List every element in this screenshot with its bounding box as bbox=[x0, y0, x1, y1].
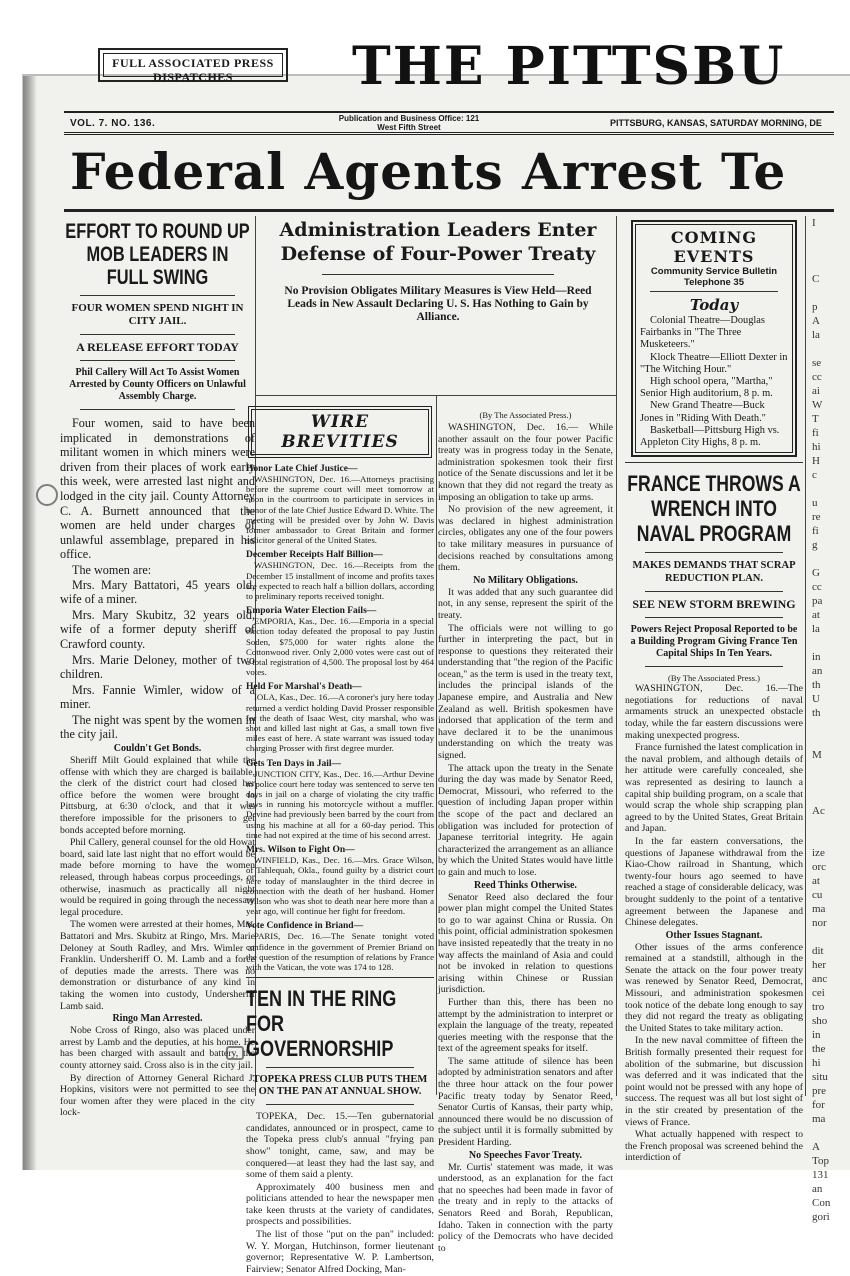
france-deck: MAKES DEMANDS THAT SCRAP REDUCTION PLAN. bbox=[632, 560, 796, 585]
cutoff-line: U bbox=[812, 693, 820, 705]
cutoff-line: dit bbox=[812, 945, 824, 957]
event-item: Basketball—Pittsburg High vs. Appleton City Highs, 8 p. m. bbox=[640, 424, 780, 449]
cutoff-line: la bbox=[812, 329, 820, 341]
article-subhead: No Speeches Favor Treaty. bbox=[468, 1149, 583, 1161]
events-rule bbox=[650, 291, 778, 292]
cutoff-line: at bbox=[812, 875, 820, 887]
article-paragraph: Phil Callery, general counsel for the old Howat board, said late last night that no effort would be made before morning to have the women released, through habeas corpus proceedings, or otherwise, inasmuch as practically all night would be required in going through the necessary legal procedure. bbox=[60, 837, 255, 918]
headline-rule bbox=[80, 295, 235, 296]
cutoff-line: ize bbox=[812, 847, 825, 859]
article-paragraph: Other issues of the arms conference remained at a standstill, although in the Senate the attack on the four power treaty was renewed by Senator Reed, Democrat, Missouri, and administration spokesmen took notice of the debate long enough to say they did not regard the treaty as obligating the United States to take military action. bbox=[625, 941, 803, 1034]
wire-service-box bbox=[98, 48, 288, 82]
issue-date: PITTSBURG, KANSAS, SATURDAY MORNING, DE bbox=[610, 118, 822, 128]
cutoff-line: fi bbox=[812, 427, 819, 439]
cutoff-line: hi bbox=[812, 1057, 821, 1069]
article-paragraph: WASHINGTON, Dec. 16.— While another assault on the four power Pacific treaty was in progress today in the Senate, administration spokesmen took their first notice of the Senate discussions and let it be known that they did not regard the treaty as imposing an obligation to take up arms. bbox=[438, 422, 613, 503]
brevity-body: IOLA, Kas., Dec. 16.—A coroner's jury here today returned a verdict holding David Prosser responsible for the death of Isaac West, city marshal, who was shot and killed last night at Gas, a small town five miles east of here. A state warrant was issued today charging Prosser with first degree murder. bbox=[246, 692, 434, 754]
brevity-body: WASHINGTON, Dec. 16.—Receipts from the December 15 installment of income and profits taxes are expected to reach half a billion dollars, according to preliminary reports received tonight. bbox=[246, 560, 434, 602]
cutoff-line: gori bbox=[812, 1211, 830, 1223]
article-paragraph: Mr. Curtis' statement was made, it was understood, as an explanation for the fact that no speeches had been made in favor of the treaty and in reply to the attacks of Senators Reed and Borah, Republican, Idaho. Taken in connection with the party policy of the Democrats who have decided to bbox=[438, 1161, 613, 1254]
coming-events-title: COMING EVENTS bbox=[670, 228, 758, 266]
cutoff-column bbox=[812, 216, 842, 1224]
cutoff-line bbox=[812, 286, 842, 300]
article-byline: (By The Associated Press.) bbox=[479, 410, 572, 420]
article-paragraph: It was added that any such guarantee did not, in any sense, represent the spirit of the treaty. bbox=[438, 586, 613, 621]
cutoff-line bbox=[812, 790, 842, 804]
cutoff-line: cei bbox=[812, 987, 825, 999]
cutoff-line: ai bbox=[812, 385, 820, 397]
cutoff-line: Ac bbox=[812, 805, 825, 817]
cutoff-line: for bbox=[812, 1099, 825, 1111]
brevity-headline: Mrs. Wilson to Fight On— bbox=[246, 845, 355, 856]
brevity-body: WINFIELD, Kas., Dec. 16.—Mrs. Grace Wilson, of Tahlequah, Okla., found guilty by a district court here today of manslaughter in the third decree in connection with the death of her husband. Homer Wilson who was shot to death near here more than a year ago, will continue her fight for freedom. bbox=[246, 855, 434, 917]
cutoff-line: 131 bbox=[812, 1169, 829, 1181]
cutoff-line: th bbox=[812, 679, 821, 691]
event-item: New Grand Theatre—Buck Jones in "Riding With Death." bbox=[640, 400, 766, 424]
cutoff-line: Con bbox=[812, 1197, 831, 1209]
cutoff-line: pre bbox=[812, 1085, 827, 1097]
column-rule bbox=[616, 216, 617, 1096]
article-paragraph: Mrs. Mary Skubitz, 32 years old, wife of a former deputy sheriff of Crawford county. bbox=[60, 607, 255, 651]
article-deck: A RELEASE EFFORT TODAY bbox=[76, 340, 239, 354]
article-paragraph: By direction of Attorney General Richard J. Hopkins, visitors were not permitted to see the four women after they were placed in the city lock- bbox=[60, 1072, 255, 1119]
wire-brevities-title: WIRE BREVITIES bbox=[251, 409, 429, 455]
column-rule bbox=[805, 216, 806, 1096]
article-paragraph: Mrs. Mary Battatori, 45 years old, wife of a miner. bbox=[60, 577, 255, 607]
right-column bbox=[625, 216, 803, 1165]
cutoff-line: A bbox=[812, 315, 820, 327]
volume-number: VOL. 7. NO. 136. bbox=[70, 118, 156, 129]
treaty-article bbox=[438, 410, 613, 1255]
deck-rule bbox=[266, 1104, 414, 1105]
cutoff-line bbox=[812, 762, 842, 776]
cutoff-line bbox=[812, 482, 842, 496]
deck-rule bbox=[645, 666, 783, 667]
cutoff-line: th bbox=[812, 707, 821, 719]
brevity-body: EMPORIA, Kas., Dec. 16.—Emporia in a special election today defeated the proposal to pay Justin Soden, $75,000 for water rights alone the Cottonwood river. Only 2,000 votes were cast out of a total registration of 4,500. The proposal lost by 464 votes. bbox=[246, 616, 434, 678]
banner-headline: Federal Agents Arrest Te bbox=[70, 142, 787, 201]
article-subhead: Reed Thinks Otherwise. bbox=[474, 879, 577, 891]
france-deck: SEE NEW STORM BREWING bbox=[632, 597, 796, 612]
newspaper-title: THE PITTSBU bbox=[352, 36, 786, 97]
cutoff-line bbox=[812, 230, 842, 244]
cutoff-line bbox=[812, 832, 842, 846]
banner-rule bbox=[64, 209, 834, 213]
cutoff-line: W bbox=[812, 399, 823, 411]
article-paragraph: The officials were not willing to go further in interpreting the pact, but in response to questions they reiterated their understanding that "the region of the Pacific ocean," as the term is used in the treaty text, includes the principal islands of the Japanese empire, and Australia and New Zealand as well. British spokesmen have indorsed that application of the term and have declared it to be the unanimous understanding on which the treaty was signed. bbox=[438, 622, 613, 762]
france-headline: FRANCE THROWS A WRENCH INTO NAVAL PROGRAM bbox=[627, 471, 801, 547]
article-paragraph: The women were arrested at their homes, Mrs. Battatori and Mrs. Skubitz at Ringo, Mrs. Marie Deloney at South Radley, and Mrs. Wimler at Franklin. Undersheriff O. M. Lamb and a force of deputies made the arrests. There was no demonstration or disturbance of any kind in taking the women into custody, Undersheriff Lamb said. bbox=[60, 919, 255, 1012]
treaty-headline-block bbox=[262, 218, 614, 324]
article-paragraph: France furnished the latest complication in the naval problem, and although details of her attitude were carefully concealed, she was represented as desiring to launch a capital ship building program, on a scale that would scrap the whole ship scrapping plan agreed to by the United States, Great Britain and Japan. bbox=[625, 742, 803, 835]
article-paragraph: Senator Reed also declared the four power plan might compel the United States to go to war against China or Russia. On this point, official administration spokesmen have insisted repeatedly that the treaty in no way affects the mainland of Asia and could not be invoked in relation to questions arising within Chinese or Russian jurisdiction. bbox=[438, 891, 613, 996]
article-paragraph: Further than this, there has been no attempt by the administration to interpret or explain the language of the treaty, repeated queries meeting with the response that the text of the agreement speaks for itself. bbox=[438, 996, 613, 1055]
cutoff-line: I bbox=[812, 217, 816, 229]
cutoff-line: an bbox=[812, 665, 823, 677]
article-paragraph: What actually happened with respect to the French proposal was screened behind the interdiction of bbox=[625, 1129, 803, 1164]
cutoff-line: T bbox=[812, 413, 819, 425]
wire-brevities-box bbox=[248, 406, 432, 458]
wide-headline-rule bbox=[256, 395, 616, 396]
article-subhead: No Military Obligations. bbox=[473, 574, 578, 586]
article-paragraph: Mrs. Fannie Wimler, widow of a miner. bbox=[60, 682, 255, 712]
cutoff-line: se bbox=[812, 357, 822, 369]
wire-brevities-column bbox=[246, 402, 434, 1276]
cutoff-column-text bbox=[812, 216, 842, 1224]
cutoff-line bbox=[812, 258, 842, 272]
cutoff-line: M bbox=[812, 749, 822, 761]
today-label: Today bbox=[689, 296, 739, 314]
cutoff-line bbox=[812, 1126, 842, 1140]
brevity-body: JUNCTION CITY, Kas., Dec. 16.—Arthur Devine in police court here today was sentenced to serve ten days in jail on a charge of violating the city traffic laws in running his motorcycle without a muffler. Devine had previously been barred by the court from using his machine at all for a 60-day period. This time had not expired at the time of his second arrest. bbox=[246, 768, 434, 840]
brevity-headline: Gets Ten Days in Jail— bbox=[246, 758, 342, 769]
cutoff-line: C bbox=[812, 273, 820, 285]
cutoff-line: ma bbox=[812, 1113, 826, 1125]
article-deck: Phil Callery Will Act To Assist Women Arrested by County Officers on Unlawful Assembly Charge. bbox=[69, 367, 246, 402]
cutoff-line bbox=[812, 636, 842, 650]
article-paragraph: In the new naval committee of fifteen the British formally presented their request for abolition of the submarine, but discussion was deferred and it was indicated that the point would not be pressed with any hope of success. The request was all but lost sight of in the stir created by presentation of the views of France. bbox=[625, 1035, 803, 1128]
section-rule bbox=[625, 462, 803, 463]
cutoff-line: u bbox=[812, 497, 818, 509]
cutoff-line: orc bbox=[812, 861, 827, 873]
article-mob-leaders bbox=[60, 216, 255, 1120]
wire-box-text: FULL ASSOCIATED PRESS DISPATCHES bbox=[112, 56, 274, 84]
event-item: High school opera, "Martha," Senior High auditorium, 8 p. m. bbox=[640, 376, 773, 400]
page-content bbox=[22, 36, 850, 1275]
deck-rule bbox=[645, 617, 783, 618]
cutoff-line: anc bbox=[812, 973, 828, 985]
brevity-headline: Held For Marshal's Death— bbox=[246, 682, 362, 693]
article-paragraph: The women are: bbox=[72, 562, 152, 577]
cutoff-line: G bbox=[812, 567, 820, 579]
cutoff-line: la bbox=[812, 623, 820, 635]
cutoff-line bbox=[812, 818, 842, 832]
cutoff-line bbox=[812, 244, 842, 258]
cutoff-line: p bbox=[812, 301, 818, 313]
cutoff-line: g bbox=[812, 539, 818, 551]
deck-rule bbox=[80, 360, 235, 361]
article-paragraph: The attack upon the treaty in the Senate during the day was made by Senator Reed, Democrat, Missouri, who referred to the question of including Japan proper within the scope of the pact and declared an obligation was included for protection of Japanese territorial integrity. He again characterized the arrangement as an alliance by which the United States would have little to gain and much to lose. bbox=[438, 762, 613, 878]
deck-rule bbox=[80, 334, 235, 335]
cutoff-line: c bbox=[812, 469, 817, 481]
cutoff-line: in bbox=[812, 1029, 821, 1041]
deck-rule bbox=[645, 591, 783, 592]
brevity-headline: Emporia Water Election Fails— bbox=[246, 606, 377, 617]
cutoff-line: cc bbox=[812, 581, 822, 593]
brevity-headline: Vote Confidence in Briand— bbox=[246, 921, 364, 932]
cutoff-line: hi bbox=[812, 441, 821, 453]
cutoff-line bbox=[812, 720, 842, 734]
cutoff-line: an bbox=[812, 1183, 823, 1195]
governorship-headline: TEN IN THE RING FOR GOVERNORSHIP bbox=[246, 986, 397, 1062]
cutoff-line: situ bbox=[812, 1071, 828, 1083]
wire-brevities-list bbox=[246, 464, 434, 972]
cutoff-line: at bbox=[812, 609, 820, 621]
article-paragraph: The list of those "put on the pan" included: W. Y. Morgan, Hutchinson, former lieutenant governor; Representative W. P. Lambertson, Fairview; Senator Alfred Docking, Man- bbox=[246, 1229, 434, 1275]
cutoff-line: pa bbox=[812, 595, 823, 607]
coming-events-inner bbox=[635, 224, 793, 453]
article-deck: FOUR WOMEN SPEND NIGHT IN CITY JAIL. bbox=[71, 302, 244, 327]
france-deck: Powers Reject Proposal Reported to be a Building Program Giving France Ten Capital Ships In Ten Years. bbox=[630, 624, 798, 660]
article-paragraph: Nobe Cross of Ringo, also was placed under arrest by Lamb and the deputies, at his home. He has been charged with assault and battery, the county attorney said. Cross also is in the city jail. bbox=[60, 1025, 255, 1071]
article-headline: EFFORT TO ROUND UP MOB LEADERS IN FULL SWING bbox=[65, 220, 250, 289]
cutoff-line bbox=[812, 734, 842, 748]
cutoff-line: ma bbox=[812, 903, 826, 915]
cutoff-line: in bbox=[812, 651, 821, 663]
cutoff-line bbox=[812, 930, 842, 944]
headline-rule bbox=[266, 1067, 414, 1068]
article-paragraph: Four women, said to have been implicated in demonstrations of militant women in which miners were driven from their places of work early this week, were arrested last night and lodged in the city jail. County Attorney C. A. Burnett announced that the women are held under charges of unlawful assemblage, prepared in his office. bbox=[60, 416, 255, 562]
brevity-headline: December Receipts Half Billion— bbox=[246, 550, 383, 561]
cutoff-line bbox=[812, 552, 842, 566]
ink-blot bbox=[36, 484, 58, 506]
headline-rule bbox=[322, 274, 554, 275]
section-rule bbox=[246, 977, 434, 978]
cutoff-line: nor bbox=[812, 917, 827, 929]
cutoff-line bbox=[812, 776, 842, 790]
cutoff-line: H bbox=[812, 455, 820, 467]
ink-blot bbox=[226, 1046, 244, 1060]
event-item: Colonial Theatre—Douglas Fairbanks in "The Three Musketeers." bbox=[640, 315, 765, 351]
article-paragraph: In the far eastern conversations, the questions of Japanese withdrawal from the Kiao-Chow railroad in Shantung, which twenty-four hours ago seemed to have reached a stage of considerable delicacy, was brought suddenly to the point of a tentative agreement between the Japanese and Chinese delegates. bbox=[625, 835, 803, 929]
article-paragraph: No provision of the new agreement, it was declared in highest administration circles, obligates any one of the four powers to take military measures in pursuance of decisions reached by consultations among them. bbox=[438, 504, 613, 574]
headline-rule bbox=[645, 552, 783, 553]
article-subhead: Ringo Man Arrested. bbox=[112, 1013, 203, 1025]
article-paragraph: Sheriff Milt Gould explained that while the offense with which they are charged is bailable, the clerk of the district court had closed her office before the women were brought to Pittsburg, at 6:30 o'clock, and that it was therefore impossible for the prisoners to get bonds accepted before morning. bbox=[60, 755, 255, 836]
dateline-bar bbox=[64, 111, 834, 135]
cutoff-line: tro bbox=[812, 1001, 825, 1013]
brevity-body: PARIS, Dec. 16.—The Senate tonight voted confidence in the government of Premier Briand on the question of the resumption of relations by France with the Vatican, the vote was 174 to 128. bbox=[246, 931, 434, 972]
coming-events-subtitle: Community Service Bulletin bbox=[650, 266, 778, 277]
cutoff-line: A bbox=[812, 1141, 820, 1153]
cutoff-line: re bbox=[812, 511, 821, 523]
article-paragraph: WASHINGTON, Dec. 16.—The negotiations for reductions of naval armaments struck an unexpected obstacle today, while the far eastern discussions were making unexpected progress. bbox=[625, 683, 803, 741]
brevity-body: WASHINGTON, Dec. 16.—Attorneys practising before the supreme court will meet tomorrow at noon in the courtroom to participate in services in honor of the late Chief Justice Edward D. White. The meeting will be presided over by John W. Davis former ambassador to Great Britain and former solicitor general of the United States. bbox=[246, 474, 434, 546]
article-paragraph: The night was spent by the women in the city jail. bbox=[60, 712, 255, 742]
article-paragraph: The same attitude of silence has been adopted by administration senators and after the three hour attack on the four power Pacific treaty today by Senator Reed, Senator Curtis of Kansas, their party whip, announced there would be no discussion of the subject until it is formally submitted by President Harding. bbox=[438, 1055, 613, 1149]
cutoff-line: sho bbox=[812, 1015, 828, 1027]
article-byline: (By The Associated Press.) bbox=[668, 673, 760, 684]
governorship-deck: TOPEKA PRESS CLUB PUTS THEM ON THE PAN AT ANNUAL SHOW. bbox=[252, 1074, 428, 1098]
treaty-headline: Administration Leaders Enter Defense of Four-Power Treaty bbox=[279, 219, 597, 265]
article-paragraph: Approximately 400 business men and politicians attended to hear the newspaper men take keen thrusts at the variety of candidates, prospects and possibilities. bbox=[246, 1181, 434, 1228]
treaty-deck: No Provision Obligates Military Measures is View Held—Reed Leads in New Assault Declaring U. S. Has Nothing to Gain by Alliance. bbox=[284, 285, 592, 323]
deck-rule bbox=[80, 409, 235, 410]
office-address: Publication and Business Office: 121 West Fifth Street bbox=[338, 114, 480, 132]
cutoff-line bbox=[812, 342, 842, 356]
brevity-headline: Honor Late Chief Justice— bbox=[246, 464, 358, 474]
events-list bbox=[640, 315, 788, 449]
article-paragraph: TOPEKA, Dec. 15.—Ten gubernatorial candidates, announced or in prospect, came to the Topeka press club's annual "frying pan show" tonight, came, saw, and may be conquered—at least they had the last say, and some of them said a plenty. bbox=[246, 1111, 434, 1181]
cutoff-line: Top bbox=[812, 1155, 829, 1167]
cutoff-line: the bbox=[812, 1043, 826, 1055]
article-paragraph: Mrs. Marie Deloney, mother of two children. bbox=[60, 652, 255, 682]
article-subhead: Other Issues Stagnant. bbox=[665, 929, 763, 941]
column-rule bbox=[436, 395, 437, 1095]
coming-events-phone: Telephone 35 bbox=[683, 277, 744, 288]
coming-events-box bbox=[631, 220, 797, 457]
event-item: Klock Theatre—Elliott Dexter in "The Witching Hour." bbox=[640, 351, 788, 375]
cutoff-line: cu bbox=[812, 889, 823, 901]
cutoff-line: cc bbox=[812, 371, 822, 383]
cutoff-line: her bbox=[812, 959, 827, 971]
article-subhead: Couldn't Get Bonds. bbox=[113, 743, 202, 755]
cutoff-line: fi bbox=[812, 525, 819, 537]
